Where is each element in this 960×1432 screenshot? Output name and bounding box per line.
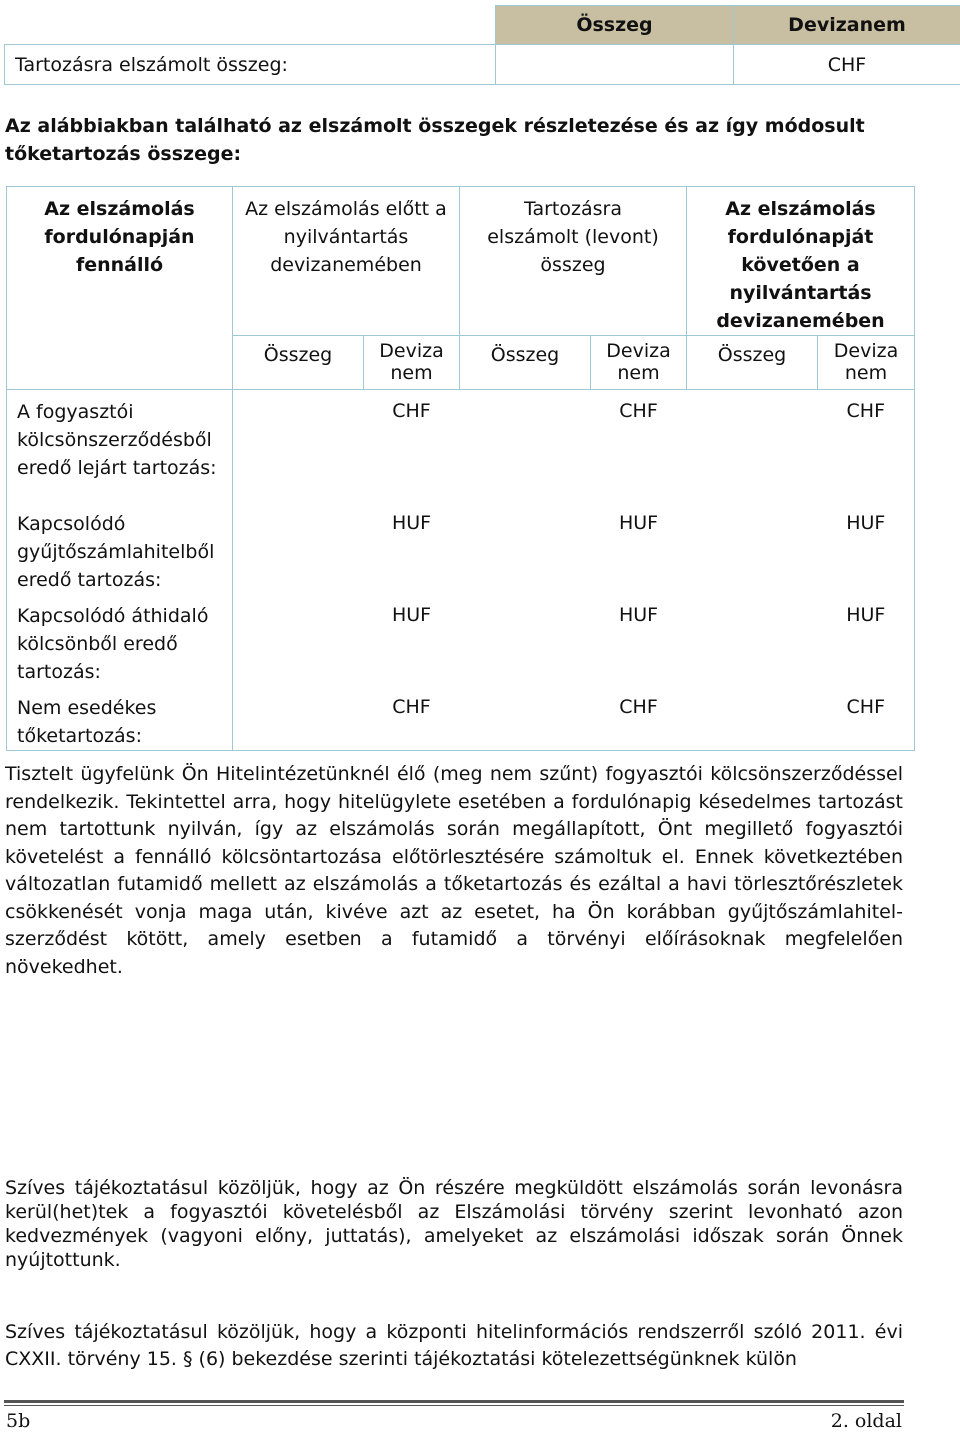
sub-header-amount: Összeg <box>233 336 364 390</box>
currency-cell: HUF <box>364 502 460 594</box>
summary-header-blank <box>5 6 496 45</box>
currency-cell: CHF <box>364 686 460 751</box>
footer-divider <box>4 1400 904 1403</box>
footer-doc-code: 5b <box>6 1410 30 1432</box>
currency-cell: HUF <box>818 594 915 686</box>
detail-table <box>6 186 915 751</box>
intro-text: Az alábbiakban található az elszámolt összegek részletezése és az így módosult tőketartozás összege: <box>5 112 905 168</box>
row-label-bridge-loan: Kapcsolódó áthidaló kölcsönből eredő tartozás: <box>7 594 233 686</box>
summary-header-currency: Devizanem <box>734 6 960 45</box>
sub-header-currency: Deviza nem <box>591 336 687 390</box>
row-label-principal: Nem esedékes tőketartozás: <box>7 686 233 751</box>
currency-cell: CHF <box>364 390 460 502</box>
summary-row-label: Tartozásra elszámolt összeg: <box>5 45 496 85</box>
row-label-overdue: A fogyasztói kölcsönszerződésből eredő lejárt tartozás: <box>7 390 233 502</box>
row-label-collection-credit: Kapcsolódó gyűjtőszámlahitelből eredő tartozás: <box>7 502 233 594</box>
currency-cell: CHF <box>591 390 687 502</box>
currency-cell: HUF <box>591 594 687 686</box>
currency-cell: HUF <box>591 502 687 594</box>
sub-header-currency: Deviza nem <box>364 336 460 390</box>
col-header-existing: Az elszámolás fordulónapján fennálló <box>7 187 233 390</box>
currency-cell: CHF <box>818 390 915 502</box>
col-header-deducted: Tartozásra elszámolt (levont) összeg <box>460 187 687 336</box>
paragraph-settlement: Tisztelt ügyfelünk Ön Hitelintézetünknél élő (meg nem szűnt) fogyasztói kölcsönszerződéssel rendelkezik. Tekintettel arra, hogy hitelügylete esetében a fordulónapig késedelmes tartozást nem tartottunk nyilván, így az elszámolás során megállapított, Önt megillető fogyasztói követelést a fennálló kölcsöntartozása előtörlesztésére számoltuk el. Ennek következtében változatlan futamidő mellett az elszámolás a tőketartozás és ezáltal a havi törlesztőrészletek csökkenését vonja maga után, kivéve azt az esetet, ha Ön korábban gyűjtőszámlahitel-szerződést kötött, amely esetben a futamidő a törvényi előírásoknak megfelelően növekedhet. <box>5 761 903 981</box>
currency-cell: HUF <box>364 594 460 686</box>
paragraph-credit-info: Szíves tájékoztatásul közöljük, hogy a központi hitelinformációs rendszerről szóló 2011. évi CXXII. törvény 15. § (6) bekezdése szerinti tájékoztatási kötelezettségünknek külön <box>5 1319 903 1373</box>
footer-divider <box>4 1405 904 1406</box>
col-header-after: Az elszámolás fordulónapját követően a nyilvántartás devizanemében <box>687 187 915 336</box>
summary-table <box>4 5 960 85</box>
sub-header-amount: Összeg <box>687 336 818 390</box>
sub-header-currency: Deviza nem <box>818 336 915 390</box>
currency-cell: HUF <box>818 502 915 594</box>
currency-cell: CHF <box>818 686 915 751</box>
summary-header-amount: Összeg <box>496 6 734 45</box>
summary-row-amount <box>496 45 734 85</box>
paragraph-discounts: Szíves tájékoztatásul közöljük, hogy az Ön részére megküldött elszámolás során levonásra kerül(het)tek a fogyasztói követelésből az Elszámolási törvény szerint levonható azon kedvezmények (vagyoni előny, juttatás), amelyeket az elszámolási időszak során Önnek nyújtottunk. <box>5 1176 903 1272</box>
sub-header-amount: Összeg <box>460 336 591 390</box>
page-number: 2. oldal <box>831 1410 902 1432</box>
col-header-before: Az elszámolás előtt a nyilvántartás devizanemében <box>233 187 460 336</box>
currency-cell: CHF <box>591 686 687 751</box>
summary-row-currency: CHF <box>734 45 960 85</box>
